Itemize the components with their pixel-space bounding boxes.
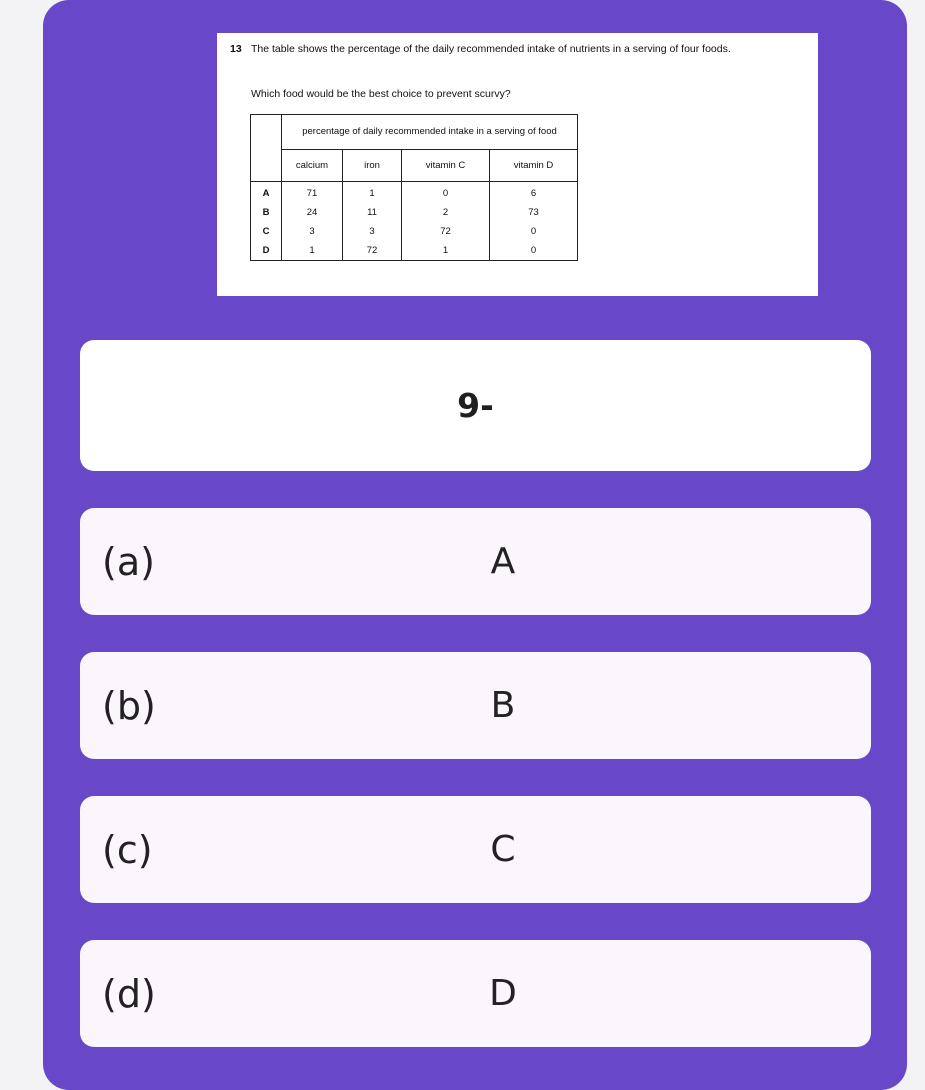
nutrient-table (250, 114, 578, 261)
option-letter: (d) (102, 971, 156, 1016)
table-cell: 0 (490, 222, 578, 241)
row-label: B (251, 203, 282, 222)
column-header: calcium (282, 150, 343, 182)
question-image (217, 33, 818, 296)
column-header: vitamin D (490, 150, 578, 182)
table-cell: 3 (282, 222, 343, 241)
table-corner-cell (251, 115, 282, 182)
option-text: D (489, 973, 517, 1014)
table-cell: 71 (282, 182, 343, 204)
table-cell: 0 (490, 241, 578, 261)
table-cell: 11 (343, 203, 402, 222)
table-row (251, 222, 578, 241)
table-cell: 24 (282, 203, 343, 222)
table-cell: 2 (402, 203, 490, 222)
column-header: vitamin C (402, 150, 490, 182)
question-prompt: Which food would be the best choice to prevent scurvy? (251, 88, 511, 100)
table-cell: 73 (490, 203, 578, 222)
row-label: C (251, 222, 282, 241)
question-text: The table shows the percentage of the daily recommended intake of nutrients in a serving of four foods. (251, 43, 731, 55)
answer-option-b[interactable] (80, 652, 871, 759)
table-cell: 0 (402, 182, 490, 204)
option-text: B (490, 685, 516, 726)
table-row (251, 241, 578, 261)
option-letter: (a) (102, 539, 155, 584)
row-label: D (251, 241, 282, 261)
table-cell: 1 (343, 182, 402, 204)
option-text: A (490, 541, 516, 582)
table-cell: 3 (343, 222, 402, 241)
table-row (251, 182, 578, 204)
table-cell: 6 (490, 182, 578, 204)
table-group-header: percentage of daily recommended intake in a serving of food (282, 115, 578, 150)
question-label-box (80, 340, 871, 471)
table-row (251, 203, 578, 222)
option-letter: (c) (102, 827, 153, 872)
table-cell: 72 (402, 222, 490, 241)
question-label: 9- (457, 386, 494, 425)
table-cell: 1 (402, 241, 490, 261)
table-cell: 72 (343, 241, 402, 261)
table-cell: 1 (282, 241, 343, 261)
answer-option-d[interactable] (80, 940, 871, 1047)
answer-option-c[interactable] (80, 796, 871, 903)
option-letter: (b) (102, 683, 156, 728)
answer-option-a[interactable] (80, 508, 871, 615)
option-text: C (490, 829, 516, 870)
row-label: A (251, 182, 282, 204)
column-header: iron (343, 150, 402, 182)
question-number: 13 (230, 43, 242, 55)
